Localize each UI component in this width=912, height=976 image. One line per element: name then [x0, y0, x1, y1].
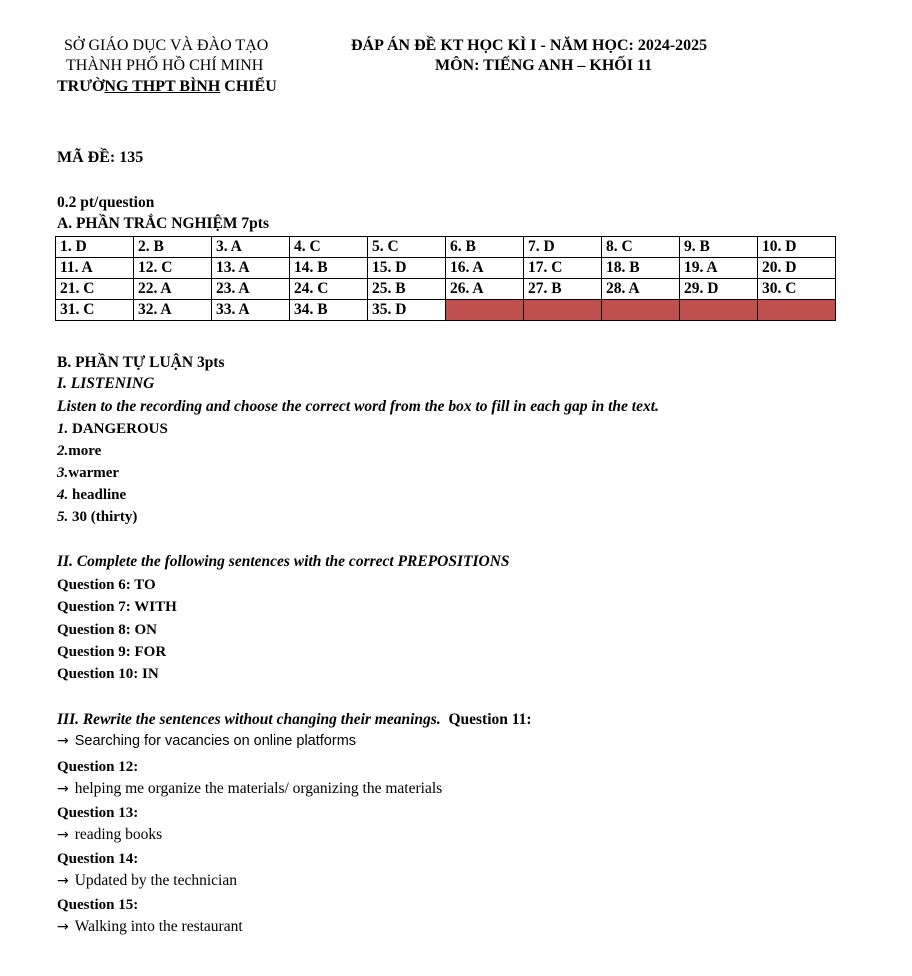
answer-cell: 4. C	[290, 237, 368, 258]
answer-cell: 10. D	[758, 237, 836, 258]
answer-cell: 1. D	[56, 237, 134, 258]
answer-table	[55, 236, 836, 321]
answer-cell: 3. A	[212, 237, 290, 258]
listening-instruction: Listen to the recording and choose the correct word from the box to fill in each gap in the text.	[57, 398, 659, 415]
answer-cell: 2. B	[134, 237, 212, 258]
answer-cell: 20. D	[758, 258, 836, 279]
answer-cell: 13. A	[212, 258, 290, 279]
arrow-icon: →	[57, 781, 69, 797]
empty-answer-cell	[758, 300, 836, 321]
preposition-answer: Question 7: WITH	[57, 599, 177, 615]
listening-answer: 4. headline	[57, 487, 127, 503]
answer-cell: 21. C	[56, 279, 134, 300]
rewrite-answer: → Updated by the technician	[57, 872, 237, 889]
answer-cell: 12. C	[134, 258, 212, 279]
answer-cell: 34. B	[290, 300, 368, 321]
document-title: ĐÁP ÁN ĐỀ KT HỌC KÌ I - NĂM HỌC: 2024-2025	[351, 37, 708, 54]
part-a-title: A. PHẦN TRẮC NGHIỆM 7pts	[57, 215, 269, 232]
answer-cell: 15. D	[368, 258, 446, 279]
preposition-answer: Question 8: ON	[57, 622, 158, 638]
answer-cell: 29. D	[680, 279, 758, 300]
arrow-icon: →	[57, 733, 69, 749]
answer-cell: 26. A	[446, 279, 524, 300]
empty-answer-cell	[680, 300, 758, 321]
preposition-answer: Question 9: FOR	[57, 644, 167, 660]
question-label: Question 12:	[57, 759, 139, 775]
answer-row	[56, 300, 836, 321]
rewrite-answer: → helping me organize the materials/ organizing the materials	[57, 780, 443, 797]
answer-cell: 27. B	[524, 279, 602, 300]
answer-cell: 17. C	[524, 258, 602, 279]
empty-answer-cell	[524, 300, 602, 321]
answer-cell: 8. C	[602, 237, 680, 258]
document-subtitle: MÔN: TIẾNG ANH – KHỐI 11	[435, 57, 653, 74]
listening-heading: I. LISTENING	[57, 375, 155, 392]
school-name: TRƯỜNG THPT BÌNH CHIỂU	[57, 78, 277, 95]
answer-cell: 28. A	[602, 279, 680, 300]
question-label: Question 13:	[57, 805, 139, 821]
answer-row	[56, 237, 836, 258]
prepositions-heading: II. Complete the following sentences with the correct PREPOSITIONS	[57, 553, 510, 570]
answer-cell: 9. B	[680, 237, 758, 258]
answer-cell: 7. D	[524, 237, 602, 258]
answer-cell: 19. A	[680, 258, 758, 279]
empty-answer-cell	[446, 300, 524, 321]
answer-cell: 32. A	[134, 300, 212, 321]
answer-row	[56, 258, 836, 279]
rewrite-answer: → Walking into the restaurant	[57, 918, 243, 935]
question-label: Question 14:	[57, 851, 139, 867]
rewrite-heading-line	[57, 709, 532, 731]
answer-cell: 22. A	[134, 279, 212, 300]
answer-cell: 6. B	[446, 237, 524, 258]
answer-cell: 14. B	[290, 258, 368, 279]
city-name: THÀNH PHỐ HỒ CHÍ MINH	[66, 57, 264, 74]
listening-answer: 5. 30 (thirty)	[57, 509, 138, 525]
question-label: Question 15:	[57, 897, 139, 913]
rewrite-heading: III. Rewrite the sentences without changing their meanings.	[57, 711, 441, 728]
answer-cell: 35. D	[368, 300, 446, 321]
arrow-icon: →	[57, 919, 69, 935]
answer-cell: 11. A	[56, 258, 134, 279]
answer-cell: 5. C	[368, 237, 446, 258]
preposition-answer: Question 10: IN	[57, 666, 159, 682]
part-b-title: B. PHẦN TỰ LUẬN 3pts	[57, 354, 225, 371]
empty-answer-cell	[602, 300, 680, 321]
answer-cell: 23. A	[212, 279, 290, 300]
answer-cell: 31. C	[56, 300, 134, 321]
answer-cell: 33. A	[212, 300, 290, 321]
dept-name: SỞ GIÁO DỤC VÀ ĐÀO TẠO	[64, 37, 269, 54]
answer-row	[56, 279, 836, 300]
answer-cell: 16. A	[446, 258, 524, 279]
question-11-answer: → Searching for vacancies on online platforms	[57, 733, 357, 749]
listening-answer: 1. DANGEROUS	[57, 421, 168, 437]
answer-cell: 24. C	[290, 279, 368, 300]
listening-answer: 2.more	[57, 443, 102, 459]
arrow-icon: →	[57, 873, 69, 889]
answer-cell: 25. B	[368, 279, 446, 300]
preposition-answer: Question 6: TO	[57, 577, 156, 593]
answer-cell: 30. C	[758, 279, 836, 300]
exam-code: MÃ ĐỀ: 135	[57, 149, 144, 166]
question-11-label: Question 11:	[448, 711, 532, 728]
arrow-icon: →	[57, 827, 69, 843]
points-note: 0.2 pt/question	[57, 194, 155, 211]
rewrite-answer: → reading books	[57, 826, 163, 843]
listening-answer: 3.warmer	[57, 465, 120, 481]
answer-cell: 18. B	[602, 258, 680, 279]
